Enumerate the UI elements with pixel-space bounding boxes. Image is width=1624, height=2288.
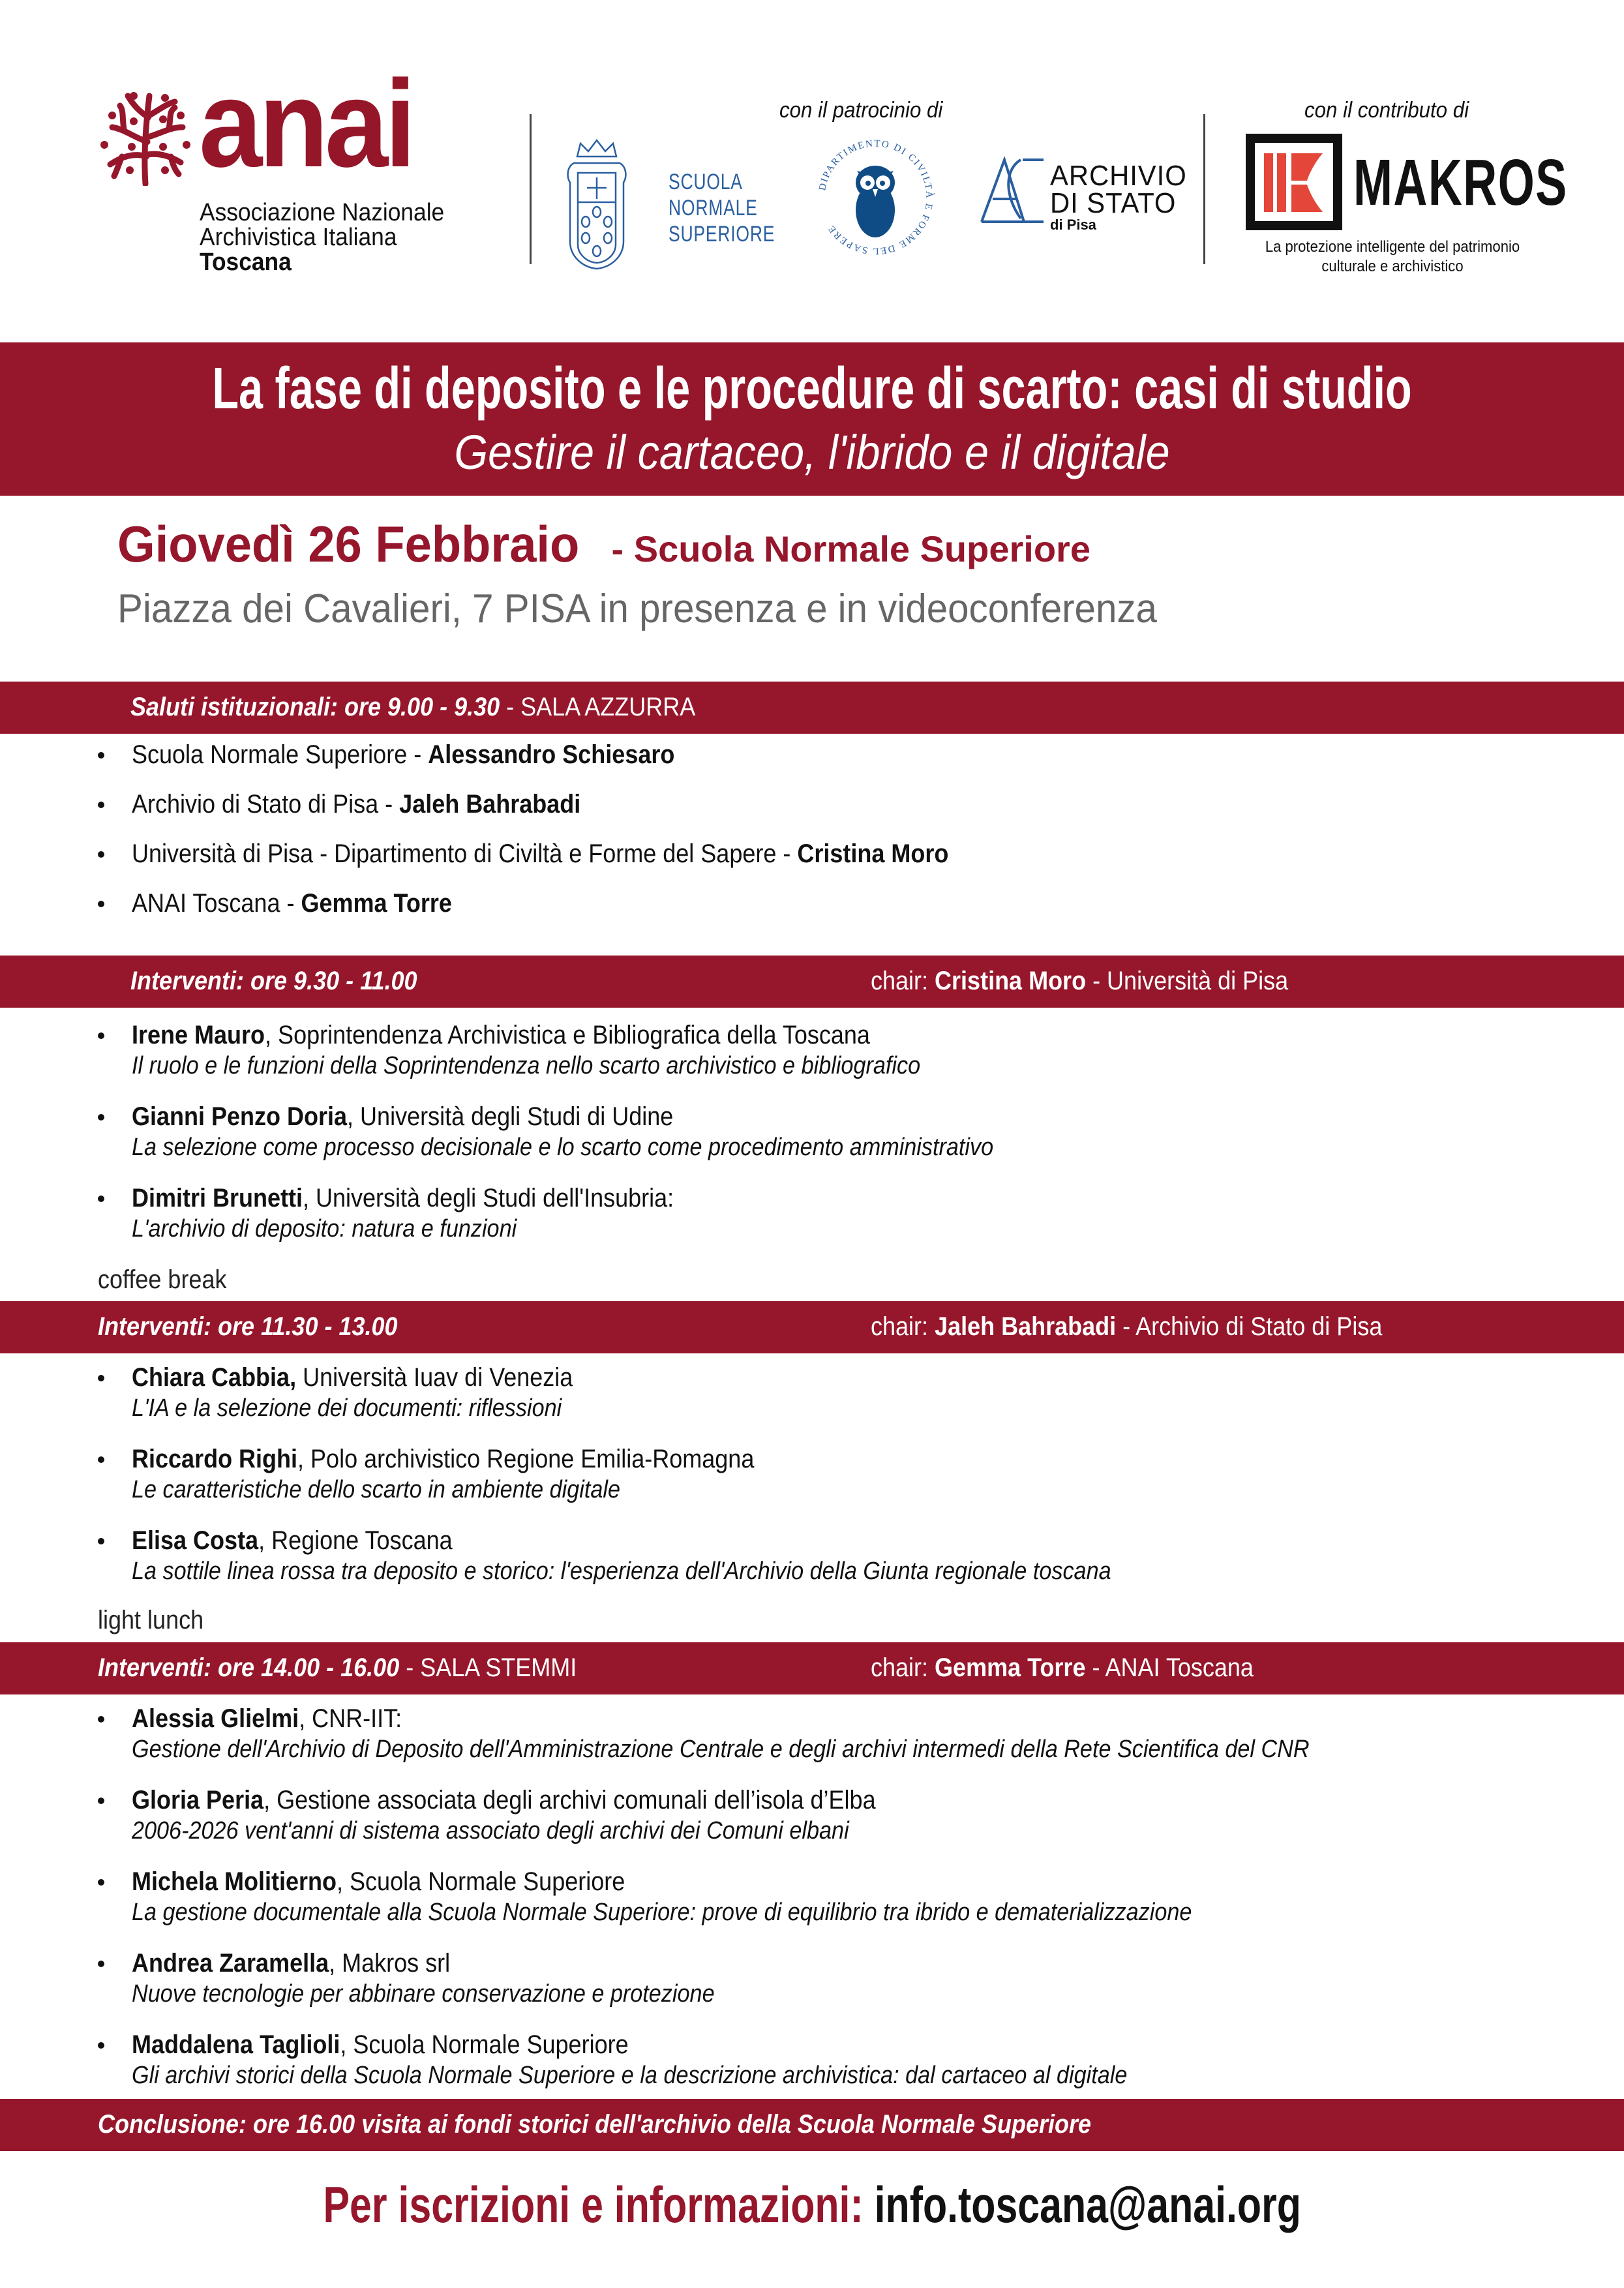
event-title: La fase di deposito e le procedure di scarto: casi di studio	[212, 356, 1412, 421]
speaker-affiliation: Università Iuav di Venezia	[296, 1363, 573, 1392]
item-affiliation: ANAI Toscana -	[132, 889, 301, 918]
bullet-icon	[98, 1879, 104, 1886]
archivio-stato-mark-icon	[978, 157, 1050, 228]
speaker-name: Michela Molitierno	[132, 1867, 337, 1896]
speaker-name: Chiara Cabbia,	[132, 1363, 297, 1392]
section-header-session3	[0, 1642, 1624, 1694]
sns-text-line3: SUPERIORE	[669, 222, 775, 247]
chair-prefix: chair:	[871, 1312, 935, 1341]
dipartimento-ring-text: DIPARTIMENTO DI CIVILTÀ E FORME DEL SAPERE	[817, 138, 935, 256]
patronage-label: con il patrocinio di	[779, 98, 943, 123]
event-date: Giovedì 26 Febbraio	[117, 515, 580, 573]
talk-title: L'IA e la selezione dei documenti: riflessioni	[132, 1394, 562, 1422]
section-time-label	[98, 1312, 398, 1342]
talk-title: Nuove tecnologie per abbinare conservazione e protezione	[132, 1980, 715, 2008]
speaker-name: Gemma Torre	[301, 889, 452, 918]
talk-title: La selezione come processo decisionale e lo scarto come procedimento amministrativo	[132, 1134, 994, 1161]
section-chair	[871, 1312, 1382, 1342]
section-time: Interventi: ore 14.00 - 16.00	[98, 1653, 400, 1682]
talk-title: Gestione dell'Archivio di Deposito dell'Amministrazione Centrale e degli archivi intermedi della Rete Scientifica del CNR	[132, 1736, 1310, 1763]
anai-wordmark: anai	[199, 55, 413, 193]
bullet-icon	[98, 1798, 104, 1804]
anai-subtitle-line2: Archivistica Italiana	[200, 224, 397, 251]
anai-subtitle-line3: Toscana	[200, 248, 292, 276]
chair-prefix: chair:	[871, 1653, 935, 1682]
sponsor-label: con il contributo di	[1304, 98, 1469, 123]
speaker-name: Maddalena Taglioli	[132, 2030, 340, 2059]
talk-title: L'archivio di deposito: natura e funzioni	[132, 1215, 517, 1242]
speaker-affiliation: , Scuola Normale Superiore	[340, 2030, 629, 2059]
makros-logo	[1246, 134, 1568, 232]
chair-affiliation: - ANAI Toscana	[1085, 1653, 1254, 1682]
speaker-name: Elisa Costa	[132, 1526, 259, 1555]
speaker-name: Cristina Moro	[797, 839, 949, 868]
section-time: Saluti istituzionali: ore 9.00 - 9.30	[130, 693, 500, 721]
event-address: Piazza dei Cavalieri, 7 PISA in presenza e in videoconferenza	[117, 586, 1157, 631]
bullet-icon	[98, 1538, 104, 1544]
bullet-icon	[98, 901, 104, 907]
chair-name: Jaleh Bahrabadi	[935, 1312, 1117, 1341]
makros-tagline-line2: culturale e archivistico	[1321, 258, 1464, 275]
sns-text-line1: SCUOLA	[669, 170, 743, 194]
speaker-name: Alessandro Schiesaro	[428, 740, 675, 769]
anai-tree-icon	[91, 88, 196, 186]
owl-icon	[815, 137, 936, 258]
bullet-icon	[98, 1032, 104, 1039]
archivio-stato-text-line3: di Pisa	[1050, 217, 1096, 233]
coffee-break-label: coffee break	[98, 1265, 227, 1294]
sns-crest-icon	[561, 137, 633, 271]
speaker-name: Dimitri Brunetti	[132, 1184, 303, 1212]
conclusion-text: Conclusione: ore 16.00 visita ai fondi storici dell'archivio della Scuola Normale Superiore	[98, 2110, 1092, 2139]
speaker-name: Irene Mauro	[132, 1021, 265, 1049]
lunch-break-label: light lunch	[98, 1606, 204, 1634]
speaker-name: Riccardo Righi	[132, 1445, 298, 1473]
chair-affiliation: - Università di Pisa	[1086, 967, 1289, 995]
talk-title: 2006-2026 vent'anni di sistema associato degli archivi dei Comuni elbani	[132, 1817, 849, 1844]
title-banner	[0, 342, 1624, 496]
speaker-name: Andrea Zaramella	[132, 1949, 329, 1978]
speaker-affiliation: , Gestione associata degli archivi comunali dell’isola d’Elba	[263, 1786, 876, 1814]
speaker-name: Gianni Penzo Doria	[132, 1102, 348, 1131]
talk-title: Le caratteristiche dello scarto in ambiente digitale	[132, 1476, 621, 1503]
chair-affiliation: - Archivio di Stato di Pisa	[1116, 1312, 1383, 1341]
chair-name: Gemma Torre	[935, 1653, 1086, 1682]
speaker-affiliation: , Soprintendenza Archivistica e Bibliografica della Toscana	[265, 1021, 870, 1049]
sns-text-line2: NORMALE	[669, 196, 758, 220]
contact-email-link[interactable]: info.toscana@anai.org	[874, 2176, 1301, 2233]
venue-name: Scuola Normale Superiore	[633, 528, 1090, 569]
section-time-label	[98, 1653, 577, 1683]
event-subtitle: Gestire il cartaceo, l'ibrido e il digitale	[454, 425, 1170, 479]
event-venue	[611, 528, 1090, 569]
anai-subtitle-line1: Associazione Nazionale	[200, 199, 445, 226]
bullet-icon	[98, 1114, 104, 1121]
talk-title: La gestione documentale alla Scuola Normale Superiore: prove di equilibrio tra ibrido e dematerializzazione	[132, 1899, 1192, 1926]
dipartimento-logo	[815, 137, 936, 258]
header-divider	[530, 114, 532, 264]
speaker-affiliation: , Università degli Studi di Udine	[347, 1102, 674, 1131]
chair-prefix: chair:	[871, 967, 935, 995]
archivio-stato-text-line1: ARCHIVIO	[1050, 160, 1187, 192]
speaker-name: Jaleh Bahrabadi	[399, 790, 581, 819]
bullet-icon	[98, 851, 104, 858]
section-header-session1	[0, 956, 1624, 1008]
venue-separator: -	[611, 528, 634, 569]
conclusion-bar	[0, 2099, 1624, 2151]
anai-logo	[91, 55, 509, 276]
section-header-saluti	[0, 682, 1624, 734]
bullet-icon	[98, 752, 104, 759]
chair-name: Cristina Moro	[935, 967, 1087, 995]
makros-k-icon	[1246, 134, 1342, 230]
item-affiliation: Università di Pisa - Dipartimento di Civiltà e Forme del Sapere -	[132, 839, 798, 868]
speaker-affiliation: , Regione Toscana	[258, 1526, 453, 1555]
speaker-affiliation: , Makros srl	[329, 1949, 451, 1978]
section-room: - SALA STEMMI	[399, 1653, 577, 1682]
talk-title: Il ruolo e le funzioni della Soprintendenza nello scarto archivistico e bibliografico	[132, 1052, 921, 1079]
section-time: Interventi: ore 11.30 - 13.00	[98, 1312, 398, 1341]
sns-logo	[561, 137, 786, 274]
contact-label: Per iscrizioni e informazioni:	[323, 2176, 875, 2233]
speaker-name: Alessia Glielmi	[132, 1704, 299, 1733]
speaker-affiliation: , Scuola Normale Superiore	[337, 1867, 625, 1896]
section-time: Interventi: ore 9.30 - 11.00	[130, 967, 417, 995]
speaker-affiliation: , Polo archivistico Regione Emilia-Romagna	[297, 1445, 755, 1473]
bullet-icon	[98, 1716, 104, 1723]
item-affiliation: Scuola Normale Superiore -	[132, 740, 429, 769]
talk-title: Gli archivi storici della Scuola Normale Superiore e la descrizione archivistica: dal cartaceo al digitale	[132, 2062, 1128, 2089]
speaker-affiliation: , Università degli Studi dell'Insubria:	[303, 1184, 674, 1212]
bullet-icon	[98, 1961, 104, 1967]
event-date-line	[117, 515, 1090, 573]
talk-title: La sottile linea rossa tra deposito e storico: l'esperienza dell'Archivio della Giunta regionale toscana	[132, 1558, 1111, 1585]
contact-line	[0, 2175, 1624, 2235]
section-chair	[871, 967, 1288, 996]
item-affiliation: Archivio di Stato di Pisa -	[132, 790, 400, 819]
section-time-label	[130, 967, 417, 996]
bullet-icon	[98, 1196, 104, 1202]
bullet-icon	[98, 802, 104, 808]
speaker-affiliation: , CNR-IIT:	[299, 1704, 402, 1733]
bullet-icon	[98, 1456, 104, 1463]
bullet-icon	[98, 2042, 104, 2049]
section-chair	[871, 1653, 1254, 1683]
section-time-label	[130, 693, 695, 722]
speaker-name: Gloria Peria	[132, 1786, 264, 1814]
makros-tagline-line1: La protezione intelligente del patrimonio	[1265, 238, 1520, 256]
bullet-icon	[98, 1375, 104, 1381]
makros-wordmark: MAKROS	[1353, 146, 1568, 219]
header-divider	[1203, 114, 1205, 264]
archivio-stato-logo	[978, 157, 1200, 235]
section-room: - SALA AZZURRA	[500, 693, 696, 721]
section-header-session2	[0, 1301, 1624, 1353]
archivio-stato-text-line2: DI STATO	[1050, 187, 1177, 219]
